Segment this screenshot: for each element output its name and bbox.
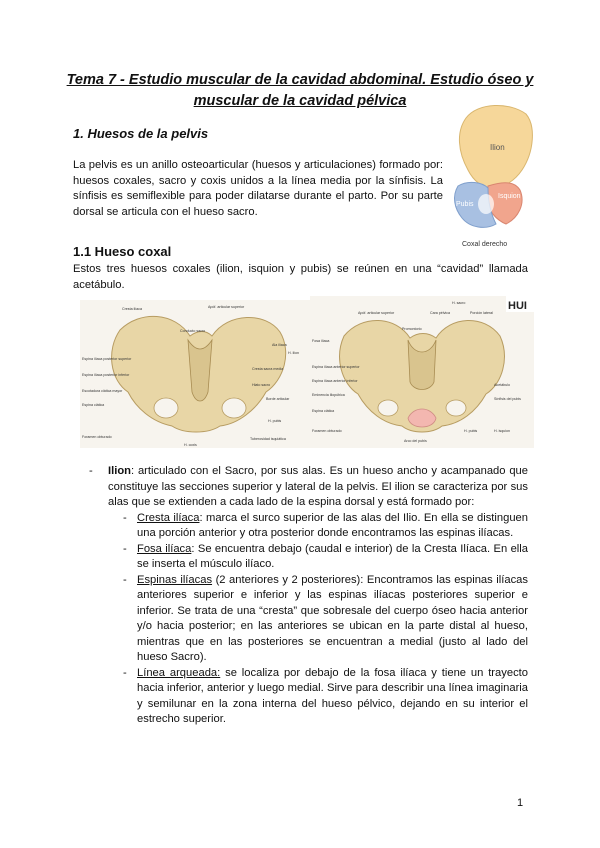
pelvis-posterior-illustration — [80, 300, 310, 448]
bullet-dash: - — [89, 465, 93, 477]
sub-item-cresta — [73, 511, 528, 542]
list-item-ilion — [73, 464, 528, 511]
lbl-right-8: Eminencia iliopúbica — [312, 393, 345, 397]
lbl-left-2: Conducto sacro — [180, 329, 206, 333]
lbl-left-3: Espina ilíaca posterior superior — [82, 357, 132, 361]
sub-text-0: : marca el surco superior de las alas del Ilio. En ella se distinguen una porción anterior y otra posterior donde encontramos las espinas ilíacas. — [137, 511, 528, 539]
sub-text-2: (2 anteriores y 2 posteriores): Encontramos las espinas ilíacas anteriores superior e inferior y las espinas ilíacas posteriores superior e inferior. Se trata de una “cresta” que sobresale del cuerpo óseo hacia anterior y/o hacia posterior; en las anteriores se ubican en la parte distal al hueso, mientras que en las posteriores se encuentran a medial (justo al lado del hueso Sacro). — [137, 573, 528, 663]
lbl-left-10: Cresta sacra media — [252, 367, 284, 371]
sub-text-3: se localiza por debajo de la fosa ilíaca y tiene un trayecto hacia inferior, anterior y luego medial. Sirve para describir una línea imaginaria y semilunar en la zona interna del hueso pélvico, dejando en su interior el estrecho superior. — [137, 666, 528, 725]
pelvis-anterior-illustration — [310, 296, 534, 448]
lbl-right-0: H. sacro — [452, 301, 466, 305]
lbl-right-11: Arco del pubis — [404, 439, 427, 443]
bullet-dash: - — [123, 666, 127, 679]
ilion-term: Ilion — [108, 465, 131, 477]
label-pubis: Pubis — [456, 201, 474, 208]
sub-text-1: : Se encuentra debajo (caudal e interior) de la Cresta Ilíaca. En ella se inserta el músculo ilíaco. — [137, 542, 528, 570]
lbl-right-13: Sínfisis del pubis — [494, 397, 521, 401]
lbl-left-15: Tuberosidad isquiática — [250, 437, 286, 441]
bullet-dash: - — [123, 542, 127, 555]
lbl-right-1: Apóf. articular superior — [358, 311, 395, 315]
label-ilion: Ilion — [490, 143, 505, 152]
lbl-left-1: Apóf. articular superior — [208, 305, 245, 309]
lbl-right-6: Espina ilíaca anterior superior — [312, 365, 360, 369]
ilion-list — [73, 464, 528, 728]
coxal-caption: Coxal derecho — [462, 241, 508, 248]
corner-hui: HUI — [508, 300, 527, 312]
sub-term-1: Fosa ilíaca — [137, 542, 192, 555]
lbl-right-9: Espina ciática — [312, 409, 335, 413]
lbl-right-10: Foramen obturado — [312, 429, 342, 433]
lbl-left-5: Escotadura ciática mayor — [82, 389, 123, 393]
title-line-1: Tema 7 - Estudio muscular de la cavidad abdominal. Estudio óseo y — [66, 72, 534, 88]
sub-item-espinas — [73, 573, 528, 666]
lbl-right-14: H. isquion — [494, 429, 510, 433]
lbl-right-2: Cara pélvica — [430, 311, 450, 315]
page-number: 1 — [517, 797, 524, 809]
lbl-right-4: Promontorio — [402, 327, 422, 331]
sub-term-3: Línea arqueada: — [137, 666, 221, 679]
lbl-left-9: H. ilion — [288, 351, 299, 355]
sub-term-0: Cresta ilíaca — [137, 511, 200, 524]
paragraph-pelvis: La pelvis es un anillo osteoarticular (huesos y articulaciones) formado por: huesos coxales, sacro y coxis unidos a la línea media por la sínfisis. La sínfisis es semiflexible para poder dilatarse durante el parto. Por su parte dorsal se articula con el hueso sacro. — [73, 159, 443, 218]
section-heading-huesos-pelvis: 1. Huesos de la pelvis — [73, 126, 209, 141]
sub-item-fosa — [73, 542, 528, 573]
lbl-left-14: H. coxis — [184, 443, 197, 447]
lbl-left-0: Cresta ilíaca — [122, 307, 142, 311]
lbl-right-15: H. pubis — [464, 429, 478, 433]
coxal-bone-illustration — [448, 100, 536, 252]
lbl-right-12: Acetábulo — [494, 383, 510, 387]
lbl-left-8: Ala ilíaca — [272, 343, 287, 347]
lbl-left-13: H. pubis — [268, 419, 282, 423]
lbl-left-4: Espina ilíaca posterior inferior — [82, 373, 130, 377]
ilion-text: : articulado con el Sacro, por sus alas. Es un hueso ancho y acampanado que constituye las secciones superior y lateral de la pelvis. El ilion se caracteriza por sus alas que se extienden a cada lado de la espina dorsal y está formado por: — [108, 465, 528, 508]
lbl-right-3: Porción lateral — [470, 311, 493, 315]
lbl-right-5: Fosa ilíaca — [312, 339, 330, 343]
lbl-left-12: Borde articular — [266, 397, 290, 401]
bullet-dash: - — [123, 511, 127, 524]
lbl-left-6: Espina ciática — [82, 403, 105, 407]
bullet-dash: - — [123, 573, 127, 586]
lbl-right-7: Espina ilíaca anterior inferior — [312, 379, 358, 383]
sub-term-2: Espinas ilíacas — [137, 573, 213, 586]
sub-item-linea — [73, 666, 528, 728]
paragraph-hueso-coxal: Estos tres huesos coxales (ilion, isquion y pubis) se reúnen en una “cavidad” llamada acetábulo. — [73, 263, 528, 291]
section-heading-hueso-coxal: 1.1 Hueso coxal — [73, 244, 172, 259]
lbl-left-11: Hiato sacro — [252, 383, 271, 387]
label-isquion: Isquion — [498, 193, 521, 200]
lbl-left-7: Foramen obturado — [82, 435, 112, 439]
title-line-2: muscular de la cavidad pélvica — [193, 93, 407, 109]
